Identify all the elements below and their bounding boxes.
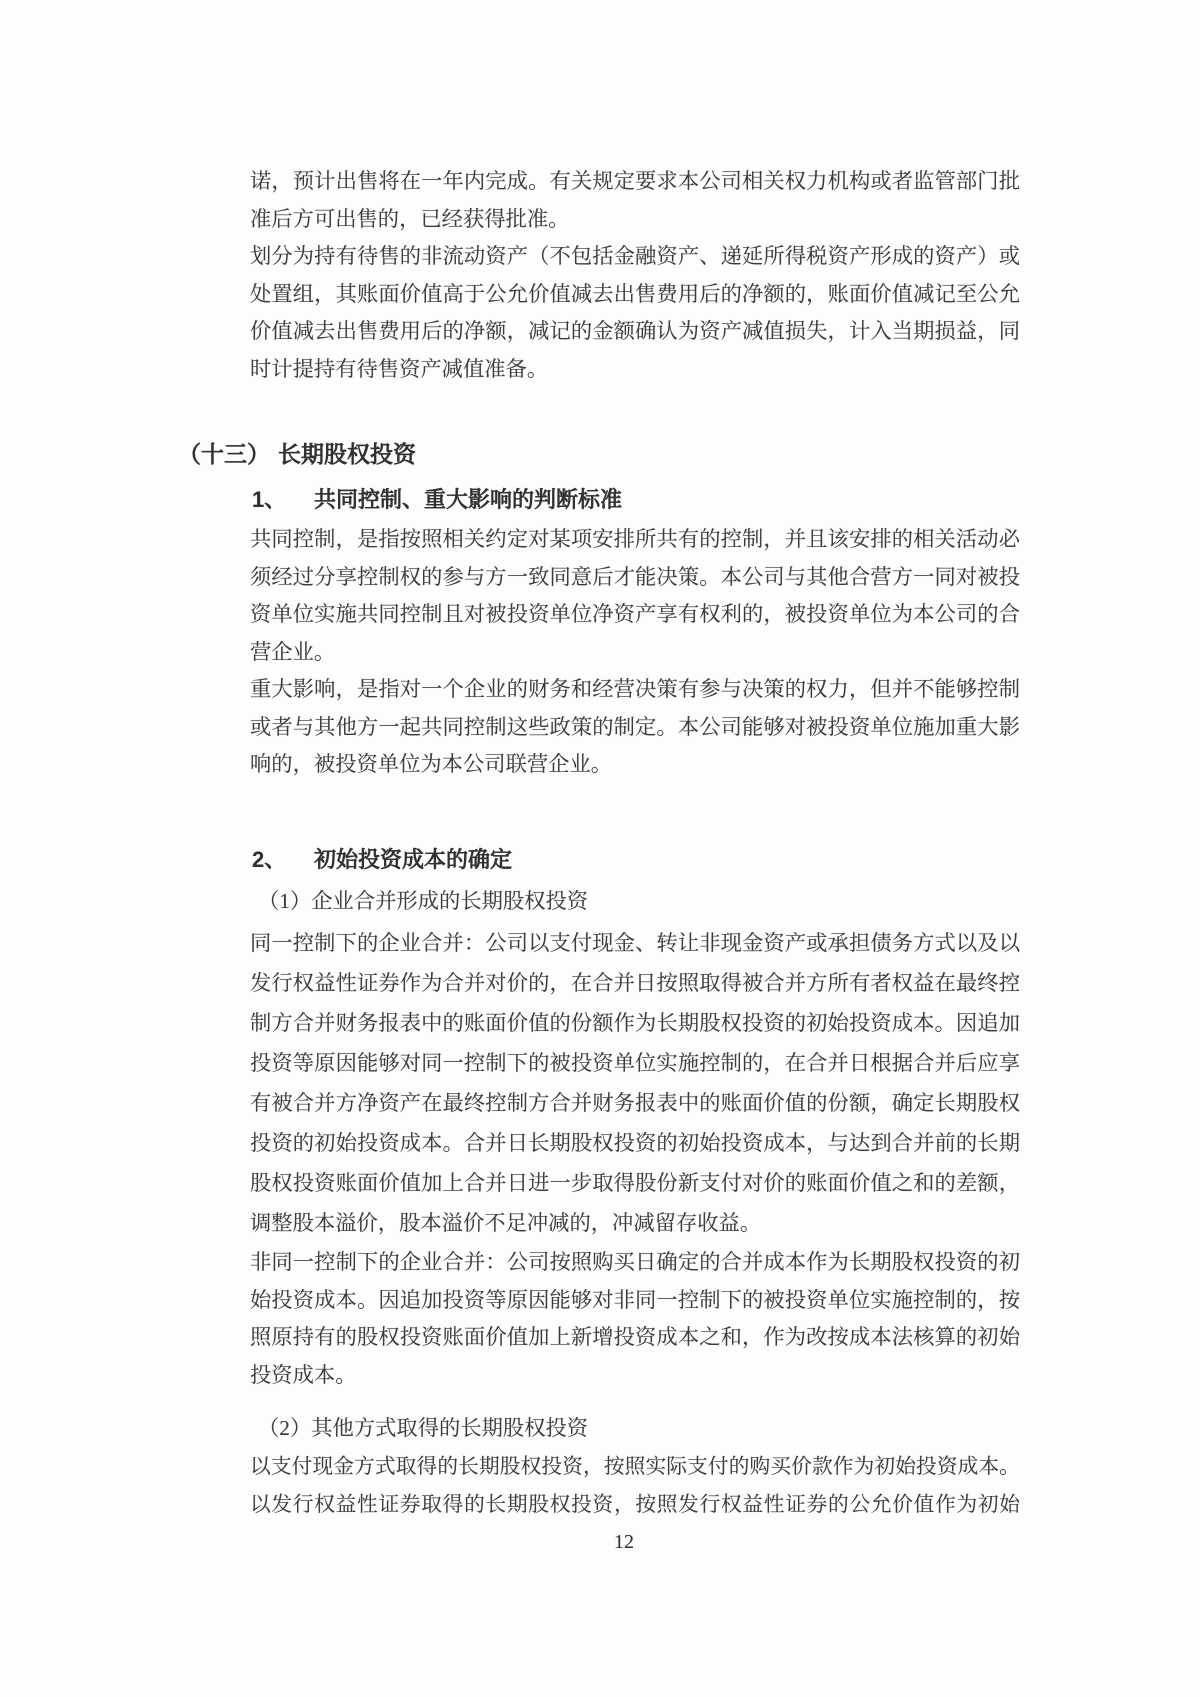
page-number: 12 [614,1531,634,1553]
section-heading [178,436,416,469]
text-line: 股权投资账面价值加上合并日进一步取得股份新支付对价的账面价值之和的差额， [250,1171,1020,1195]
text-line: 处置组，其账面价值高于公允价值减去出售费用后的净额的，账面价值减记至公允 [250,281,1020,306]
text-line: 须经过分享控制权的参与方一致同意后才能决策。本公司与其他合营方一同对被投 [250,564,1020,589]
text-line: 以支付现金方式取得的长期股权投资，按照实际支付的购买价款作为初始投资成本。 [250,1456,1020,1478]
subsection-number: 1、 [252,487,287,512]
text-line: 诺，预计出售将在一年内完成。有关规定要求本公司相关权力机构或者监管部门批 [250,169,1020,193]
paragraph-held-for-sale-commitment [250,163,1020,238]
text-line: 始投资成本。因追加投资等原因能够对非同一控制下的被投资单位实施控制的，按 [250,1287,1020,1312]
text-line: 营企业。 [250,639,336,664]
text-line: 有被合并方净资产在最终控制方合并财务报表中的账面价值的份额，确定长期股权 [250,1091,1020,1115]
paragraph-held-for-sale-measurement [250,238,1020,388]
text-line: 时计提持有待售资产减值准备。 [250,356,549,381]
text-line: 价值减去出售费用后的净额，减记的金额确认为资产减值损失，计入当期损益，同 [250,319,1020,343]
paragraph-joint-control [250,521,1020,671]
paragraph-significant-influence [250,671,1020,784]
text-line: 调整股本溢价，股本溢价不足冲减的，冲减留存收益。 [250,1211,762,1235]
text-line: 资单位实施共同控制且对被投资单位净资产享有权利的，被投资单位为本公司的合 [250,602,1020,626]
subsection-heading-2 [252,843,512,874]
paragraph-non-same-control-combination [250,1244,1020,1394]
text-line: 非同一控制下的企业合并：公司按照购买日确定的合并成本作为长期股权投资的初 [250,1250,1020,1274]
text-line: 以发行权益性证券取得的长期股权投资，按照发行权益性证券的公允价值作为初始 [250,1493,1020,1516]
subsection-number: 2、 [252,847,287,872]
paragraph-other-acquisition-methods [250,1449,1020,1524]
section-title: 长期股权投资 [278,441,416,467]
subsection-heading-1 [252,483,622,514]
text-line: 制方合并财务报表中的账面价值的份额作为长期股权投资的初始投资成本。因追加 [250,1011,1020,1035]
section-number: （十三） [178,441,270,467]
subsection-title: 共同控制、重大影响的判断标准 [314,487,623,512]
text-line: 或者与其他方一起共同控制这些政策的制定。本公司能够对被投资单位施加重大影 [250,714,1020,739]
text-line: 准后方可出售的，已经获得批准。 [250,206,570,231]
text-line: 投资等原因能够对同一控制下的被投资单位实施控制的，在合并日根据合并后应享 [250,1051,1020,1075]
text-line: 投资成本。 [250,1362,357,1387]
text-line: 响的，被投资单位为本公司联营企业。 [250,752,613,776]
text-line: 投资的初始投资成本。合并日长期股权投资的初始投资成本，与达到合并前的长期 [250,1131,1020,1155]
text-line: 照原持有的股权投资账面价值加上新增投资成本之和，作为改按成本法核算的初始 [250,1325,1020,1349]
list-item-2-other-acquisition: （2）其他方式取得的长期股权投资 [258,1416,589,1440]
text-line: 重大影响，是指对一个企业的财务和经营决策有参与决策的权力，但并不能够控制 [250,677,1020,701]
list-item-1-business-combination: （1）企业合并形成的长期股权投资 [258,889,589,913]
paragraph-same-control-combination [250,923,1020,1243]
text-line: 划分为持有待售的非流动资产（不包括金融资产、递延所得税资产形成的资产）或 [250,244,1020,268]
text-line: 发行权益性证券作为合并对价的，在合并日按照取得被合并方所有者权益在最终控 [250,971,1020,995]
text-line: 同一控制下的企业合并：公司以支付现金、转让非现金资产或承担债务方式以及以 [250,931,1020,955]
text-line: 共同控制，是指按照相关约定对某项安排所共有的控制，并且该安排的相关活动必 [250,527,1020,551]
subsection-title: 初始投资成本的确定 [314,847,513,872]
